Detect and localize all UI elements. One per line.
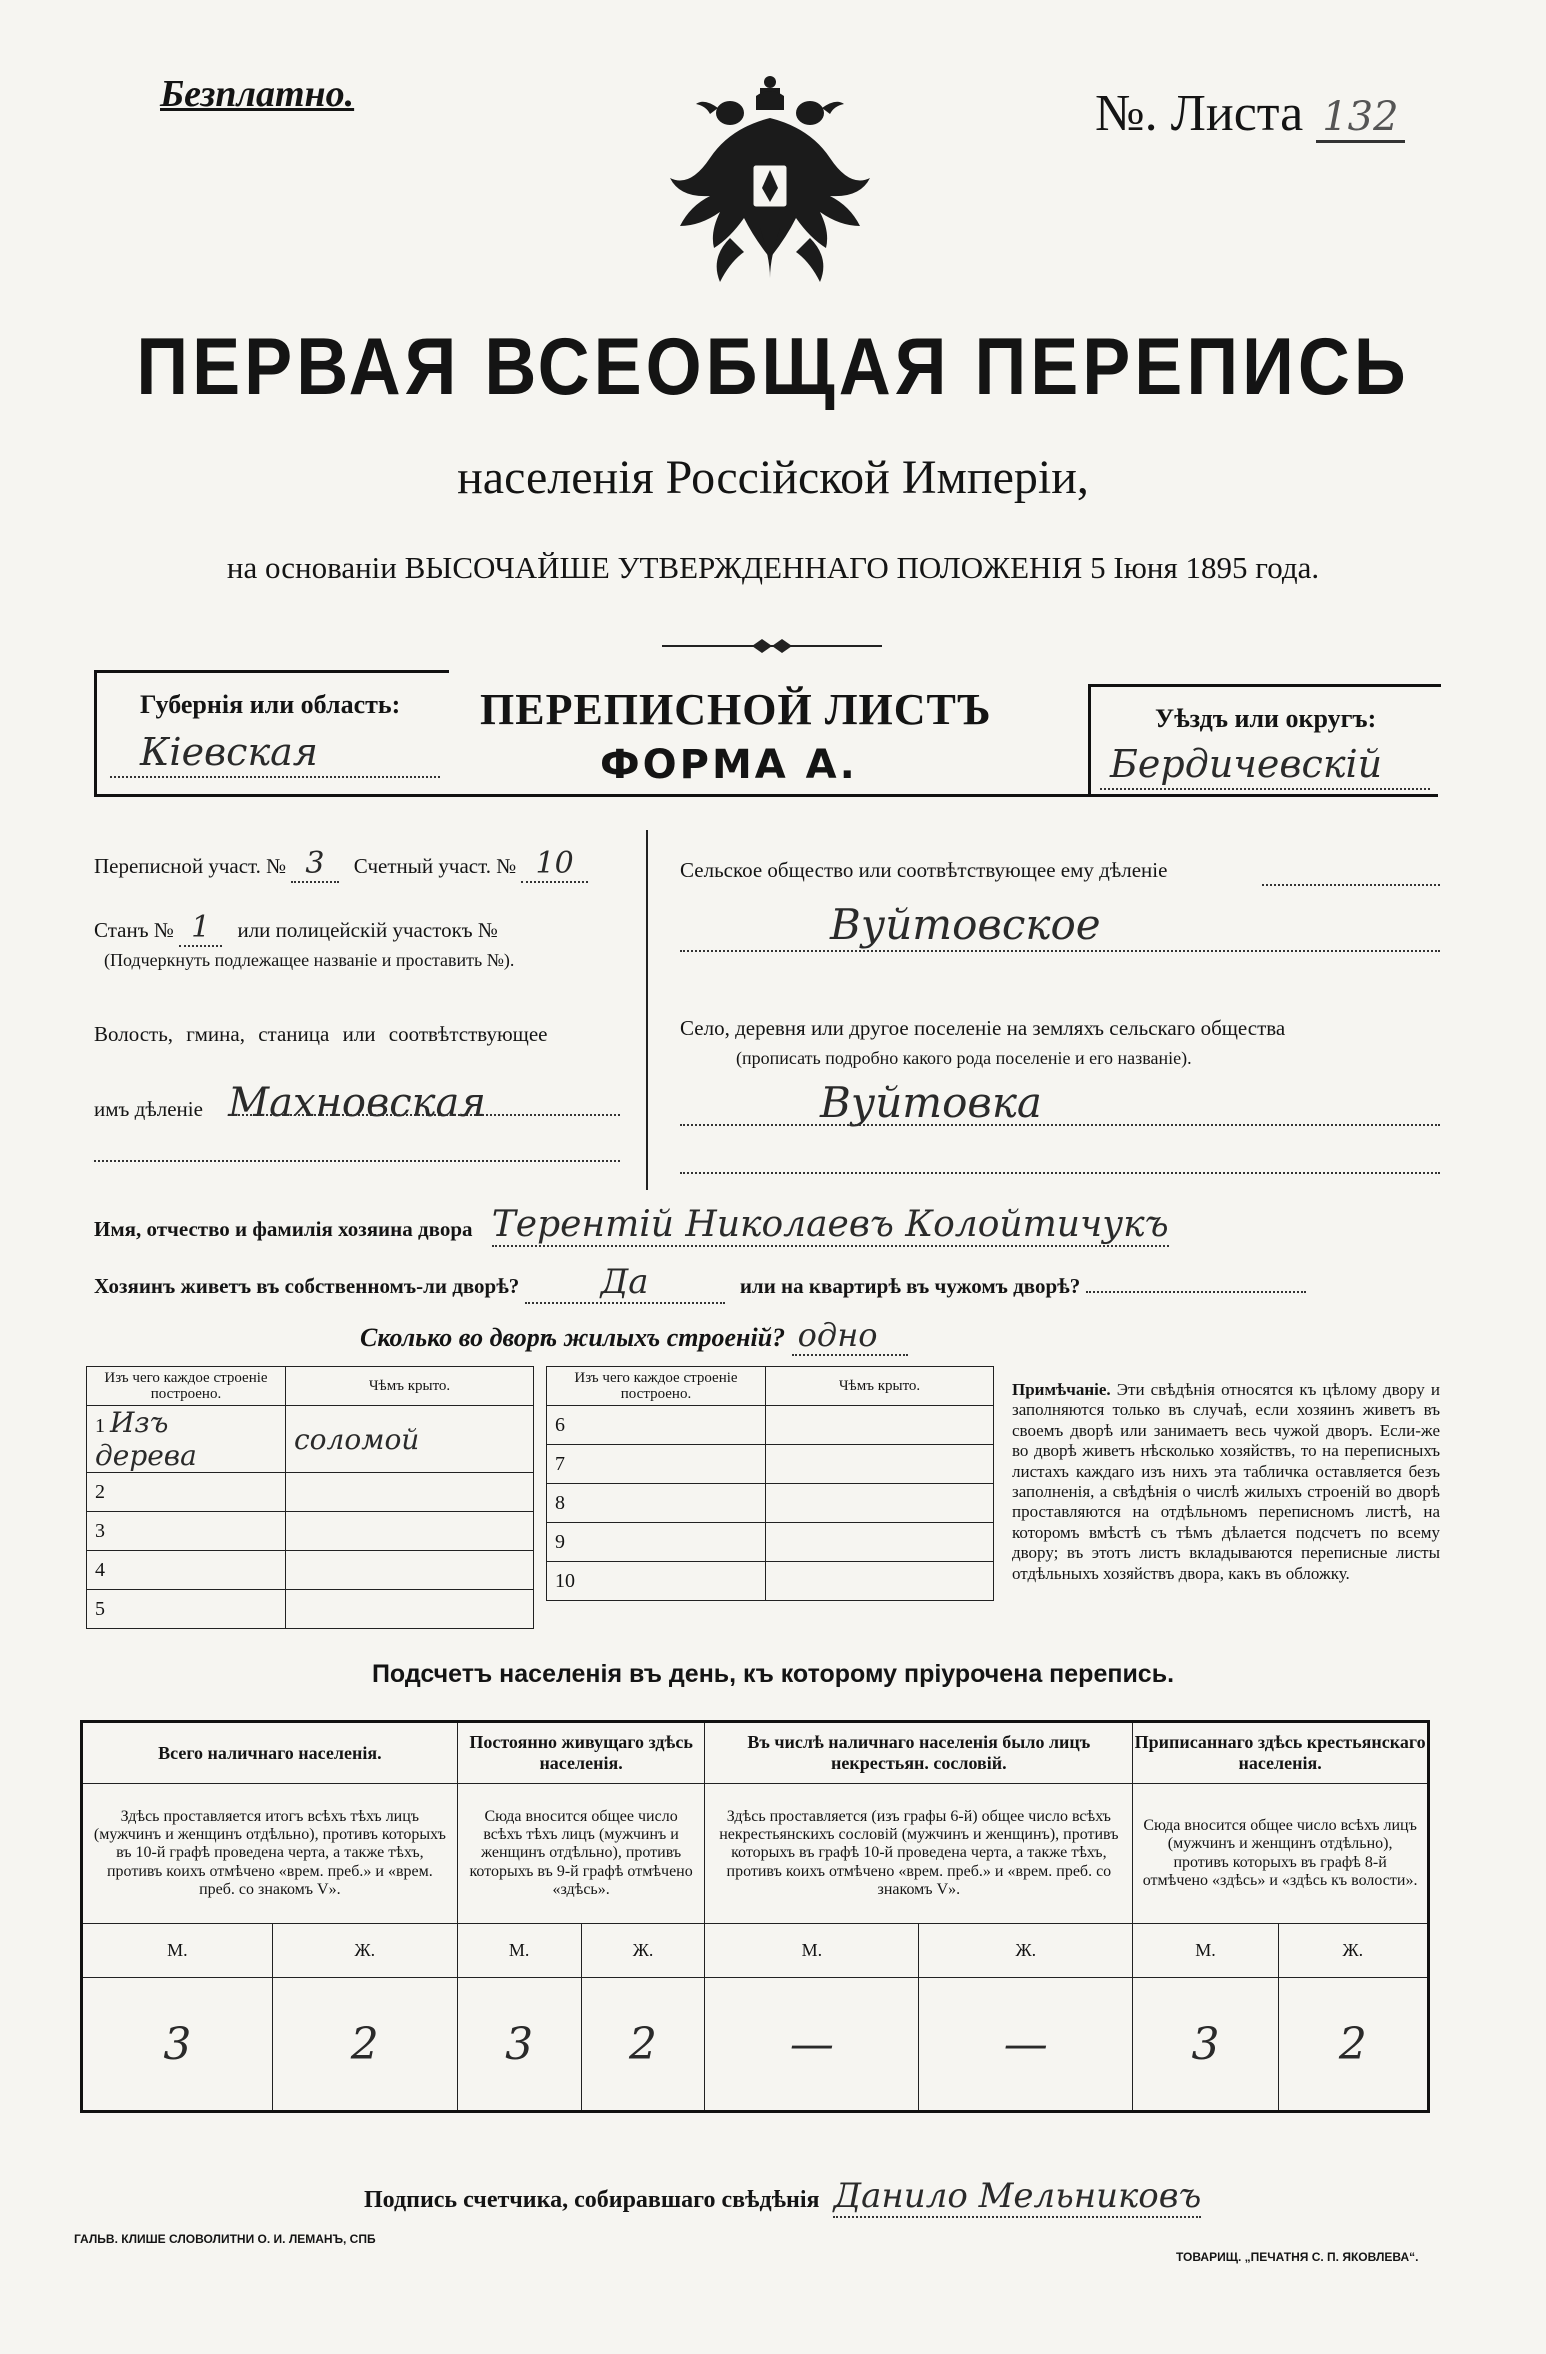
owner-lives-label2: или на квартирѣ въ чужомъ дворѣ?: [739, 1274, 1081, 1298]
pop-head-3: Въ числѣ наличнаго населенія было лицъ некрестьян. сословій.: [705, 1722, 1133, 1784]
volost-label2: имъ дѣленіе: [94, 1097, 203, 1121]
table-row: 2: [87, 1473, 534, 1512]
structures-col-material: Изъ чего каждое строеніе построено.: [87, 1367, 286, 1406]
volost-line: [230, 1114, 620, 1116]
pop-peasant-female: 2: [1278, 1978, 1428, 2112]
gubernia-value: Кіевская: [140, 730, 318, 774]
pop-permanent-female: 2: [581, 1978, 705, 2112]
owner-lives-dots: [1086, 1291, 1306, 1293]
pop-total-male: 3: [82, 1978, 273, 2112]
pop-head-1: Всего наличнаго населенія.: [82, 1722, 458, 1784]
note-text: Эти свѣдѣнія относятся къ цѣлому двору и заполняются только въ случаѣ, если хозяинъ живетъ въ своемъ дворѣ или занимаетъ весь чужой дворъ. Если-же во дворѣ живетъ нѣсколько хозяйствъ, то на переписныхъ листахъ каждаго изъ нихъ эта табличка оставляется безъ заполненія, а свѣдѣнія о числѣ жилыхъ строеній во дворѣ проставляются на отдѣльномъ переписномъ листѣ, на которомъ вмѣстѣ съ тѣмъ дѣлается подсчетъ по всему двору; въ этотъ листъ вкладываются переписные листы отдѣльныхъ хозяйствъ двора, какъ въ обложку.: [1012, 1380, 1440, 1583]
table-row: 1 Изъ дерева соломой: [87, 1406, 534, 1473]
volost-row: [94, 1080, 486, 1126]
signature-row: [364, 2176, 1201, 2216]
sheet-number-label: №. Листа: [1095, 85, 1304, 142]
pop-male-header: М.: [1133, 1924, 1279, 1978]
table-row: 3: [87, 1512, 534, 1551]
gubernia-line: [110, 776, 440, 778]
form-title: ПЕРЕПИСНОЙ ЛИСТЪ: [480, 685, 992, 734]
stan-label: Станъ №: [94, 918, 174, 942]
footer-right: ТОВАРИЩ. „ПЕЧАТНЯ С. П. ЯКОВЛЕВА“.: [1176, 2250, 1419, 2264]
table-row: 8: [547, 1484, 994, 1523]
police-label: или полицейскій участокъ №: [237, 918, 498, 942]
pop-male-header: М.: [82, 1924, 273, 1978]
structure-roof-1: соломой: [286, 1406, 534, 1473]
table-row: 6: [547, 1406, 994, 1445]
table-row: 5: [87, 1590, 534, 1629]
footer-left: ГАЛЬВ. КЛИШЕ СЛОВОЛИТНИ О. И. ЛЕМАНЪ, СПБ: [74, 2232, 376, 2246]
table-row: 10: [547, 1562, 994, 1601]
perepis-uchast-row: [94, 846, 588, 881]
perepis-uchast-value: 3: [291, 846, 338, 883]
owner-lives-label: Хозяинъ живетъ въ собственномъ-ли дворѣ?: [94, 1274, 520, 1298]
structures-table-right: [546, 1366, 994, 1601]
population-title: Подсчетъ населенія въ день, къ которому пріурочена перепись.: [371, 1660, 1175, 1688]
pop-female-header: Ж.: [581, 1924, 705, 1978]
pop-male-header: М.: [705, 1924, 919, 1978]
volost-label: Волость, гмина, станица или соотвѣтствующее: [94, 1022, 548, 1046]
owner-name-label: Имя, отчество и фамилія хозяина двора: [94, 1217, 473, 1241]
basis-line: на основаніи ВЫСОЧАЙШЕ УТВЕРЖДЕННАГО ПОЛОЖЕНІЯ 5 Іюня 1895 года.: [226, 550, 1320, 585]
pop-noncrest-female: —: [919, 1978, 1133, 2112]
double-headed-eagle-crest-icon: [660, 68, 880, 298]
society-line: [1262, 884, 1440, 886]
note-label: Примѣчаніе.: [1012, 1380, 1111, 1399]
pop-head-4: Приписаннаго здѣсь крестьянскаго населенія.: [1133, 1722, 1429, 1784]
sheet-number: [1095, 84, 1405, 143]
sheet-number-value: 132: [1316, 94, 1404, 143]
structures-note: [1012, 1380, 1440, 1584]
stan-value: 1: [179, 910, 222, 947]
ornament-divider-icon: [662, 636, 882, 656]
society-line-2: [680, 950, 1440, 952]
buildings-row: [360, 1316, 908, 1354]
volost-line-2: [94, 1160, 620, 1162]
pop-desc-2: Сюда вносится общее число всѣхъ тѣхъ лицъ (мужчинъ и женщинъ отдѣльно), противъ которыхъ въ 9-й графѣ отмѣчено «здѣсь».: [457, 1784, 705, 1924]
table-row: 4: [87, 1551, 534, 1590]
subtitle: населенія Россійской Имперіи,: [457, 451, 1089, 504]
pop-desc-4: Сюда вносится общее число всѣхъ лицъ (мужчинъ и женщинъ отдѣльно), противъ которыхъ въ графѣ 8-й отмѣчено «здѣсь» и «здѣсь къ волости».: [1133, 1784, 1429, 1924]
owner-name-row: [94, 1204, 1169, 1245]
owner-lives-row: [94, 1262, 1306, 1304]
structures-col-material-right: Изъ чего каждое строеніе построено.: [547, 1367, 766, 1406]
village-line: [680, 1124, 1440, 1126]
pop-desc-3: Здѣсь проставляется (изъ графы 6-й) общее число всѣхъ некрестьянскихъ сословій (мужчинъ и женщинъ), противъ которыхъ въ графѣ 10-й проведена черта, а также тѣхъ, противъ коихъ отмѣчено «врем. преб.» и «врем. преб. со знакомъ V».: [705, 1784, 1133, 1924]
society-value: Вуйтовское: [830, 900, 1101, 949]
village-label: Село, деревня или другое поселеніе на земляхъ сельскаго общества: [680, 1016, 1286, 1040]
schetny-label: Счетный участ. №: [353, 854, 517, 878]
buildings-label: Сколько во дворѣ жилыхъ строеній?: [360, 1323, 786, 1352]
form-letter: ФОРМА А.: [600, 742, 858, 788]
table-row: 7: [547, 1445, 994, 1484]
signature-label: Подпись счетчика, собиравшаго свѣдѣнія: [364, 2187, 820, 2213]
structure-material-1: Изъ дерева: [95, 1406, 197, 1472]
perepis-uchast-label: Переписной участ. №: [94, 854, 287, 878]
population-table: [80, 1720, 1430, 2113]
pop-female-header: Ж.: [919, 1924, 1133, 1978]
pop-total-female: 2: [272, 1978, 457, 2112]
volost-value: Махновская: [228, 1080, 486, 1126]
main-title: ПЕРВАЯ ВСЕОБЩАЯ ПЕРЕПИСЬ: [136, 322, 1410, 412]
owner-name-value: Терентій Николаевъ Колойтичукъ: [491, 1204, 1169, 1245]
stan-row: [94, 910, 498, 945]
pop-female-header: Ж.: [1278, 1924, 1428, 1978]
free-label: Безплатно.: [160, 73, 355, 115]
structures-col-roof: Чѣмъ крыто.: [286, 1367, 534, 1406]
structures-table-left: [86, 1366, 534, 1629]
pop-female-header: Ж.: [272, 1924, 457, 1978]
pop-male-header: М.: [457, 1924, 581, 1978]
uezd-value: Бердичевскій: [1110, 742, 1383, 786]
pop-noncrest-male: —: [705, 1978, 919, 2112]
uezd-label: Уѣздъ или округъ:: [1155, 704, 1377, 733]
society-label: Сельское общество или соотвѣтствующее ему дѣленіе: [680, 858, 1168, 882]
schetny-value: 10: [521, 846, 587, 883]
pop-desc-1: Здѣсь проставляется итогъ всѣхъ тѣхъ лицъ (мужчинъ и женщинъ отдѣльно), противъ которыхъ въ 10-й графѣ проведена черта, а также тѣхъ, противъ коихъ отмѣчено «врем. преб.» и «врем. преб. со знакомъ V».: [82, 1784, 458, 1924]
table-row: 9: [547, 1523, 994, 1562]
pop-permanent-male: 3: [457, 1978, 581, 2112]
pop-peasant-male: 3: [1133, 1978, 1279, 2112]
signature-value: Данило Мельниковъ: [833, 2176, 1202, 2216]
structures-col-roof-right: Чѣмъ крыто.: [766, 1367, 994, 1406]
gubernia-label: Губернія или область:: [140, 690, 401, 719]
pop-head-2: Постоянно живущаго здѣсь населенія.: [457, 1722, 705, 1784]
owner-lives-value: Да: [525, 1262, 725, 1304]
underline-note: (Подчеркнуть подлежащее названіе и проставить №).: [104, 950, 515, 970]
village-line-2: [680, 1172, 1440, 1174]
uezd-line: [1100, 788, 1430, 790]
column-divider: [646, 830, 648, 1190]
village-note: (прописать подробно какого рода поселеніе и его названіе).: [736, 1048, 1192, 1068]
buildings-value: одно: [792, 1316, 908, 1356]
banner-rule: [94, 794, 1438, 797]
village-value: Вуйтовка: [820, 1078, 1042, 1127]
